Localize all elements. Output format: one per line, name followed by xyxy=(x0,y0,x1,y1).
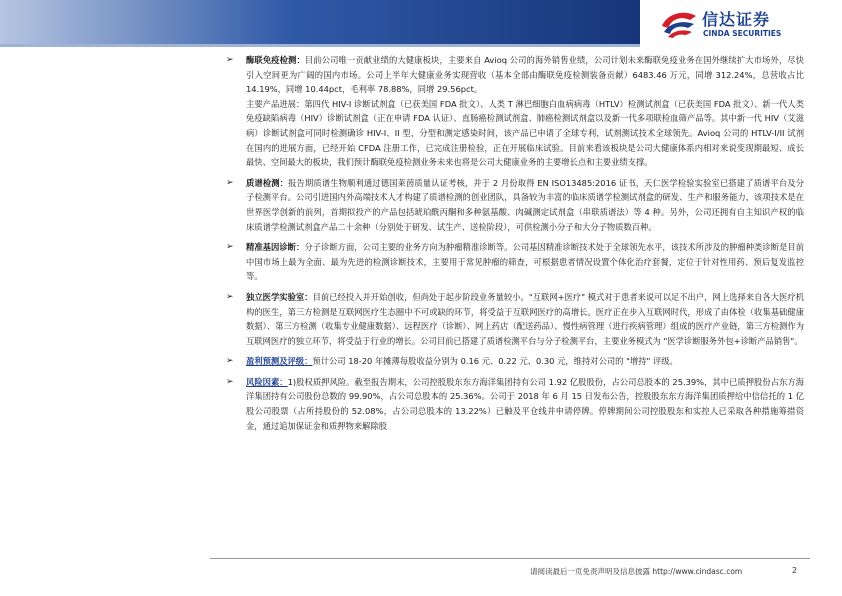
section-paragraph: 主要产品进展：第四代 HIV-I 诊断试剂盒（已获美国 FDA 批文）、人类 T 淋巴细胞白血病病毒（HTLV）检测试剂盒（已获美国 FDA 批文）、新一代人类免疫缺陷病毒（HIV）诊断试剂盒（正在申请 FDA 认证）、直肠癌检测试剂盒、肺癌检测试剂盒以及新一代多项联检血筛产品等。其中新一代 HIV（艾滋病）诊断试剂盒可同时检测确诊 HIV-I、II 型，分型和测定感染时间，该产品已申请了全球专利，试剂测试技术全球领先。Avioq 公司的 HTLV-I/II 试剂在国内的进展方面，已经开始 CFDA 注册工作，已完成注册检验，正在开展临床试验。目前来看该板块是公司大健康体系内相对来说变现期最短、成长最快、空间最大的板块，我们预计酶联免疫检测业务未来也将是公司大健康业务的主要增长点和主要业绩支撑。 xyxy=(246,98,804,168)
section-title: 盈利预测及评级： xyxy=(246,356,313,367)
section-text: 目前已经投入并开始创收，但尚处于起步阶段业务量较小。"互联网+医疗" 模式对于患者来说可以足不出户，网上选择来自各大医疗机构的医生，第三方检测是互联网医疗生态圈中不可或缺的环节，将受益于互联网医疗的高增长。医疗正在步入互联网时代，形成了由体检（收集基础健康数据）、第三方检测（收集专业健康数据）、远程医疗（诊断）、网上药店（配送药品）、慢性病管理（进行疾病管理）组成的医疗产业链，第三方检测作为互联网医疗的独立环节，将受益于行业的增长。公司目前已搭建了质谱检测平台与分子检测平台，主要业务模式为 "医学诊断服务外包+诊断产品销售"。 xyxy=(246,291,804,346)
section-title: 质谱检测： xyxy=(246,177,289,188)
section-text: 目前公司唯一贡献业绩的大健康板块，主要来自 Avioq 公司的海外销售业绩，公司计划未来酶联免疫业务在国外继续扩大市场外，尽快引入空间更为广阔的国内市场。公司上半年大健康业务实现营收（基本全部由酶联免疫检测装备贡献）6483.46 万元，同增 312.24%，总营收占比 14.19%，同增 10.44pct，毛利率 78.88%，同增 29.56pct。 xyxy=(246,55,804,95)
section-risk-factors xyxy=(226,375,804,433)
section-forecast-rating xyxy=(226,354,804,369)
section-title: 独立医学实验室： xyxy=(246,291,313,302)
section-gene-diagnosis xyxy=(226,240,804,284)
page-number: 2 xyxy=(792,566,798,575)
bullet-arrow-icon: ➢ xyxy=(226,55,234,65)
report-body xyxy=(226,53,804,433)
bullet-arrow-icon: ➢ xyxy=(226,177,234,188)
section-text: 报告期质谱生物顺利通过德国莱茵质量认证考核，并于 2 月份取得 EN ISO13485:2016 证书，天仁医学检验实验室已搭建了质谱平台及分子检测平台。公司引进国内外高端技术人才构建了质谱检测的创业团队，具备较为丰富的临床质谱学检测试剂盒的研发、生产和服务能力，该项技术是在世界医学创新的前列，首期拟投产的产品包括琥珀酰丙酮和多种氨基酸、肉碱测定试剂盒（串联质谱法）等 4 种。另外，公司还拥有自主知识产权的临床质谱学检测试剂盒产品二十余种（分别处于研发、试生产、送检阶段），可供检测小分子和大分子物质数百种。 xyxy=(246,177,804,232)
section-paragraph xyxy=(246,375,804,433)
footer-disclaimer: 请阅读最后一页免责声明及信息披露 http://www.cindasc.com xyxy=(530,567,743,576)
section-independent-lab xyxy=(226,290,804,348)
bullet-arrow-icon: ➢ xyxy=(226,356,234,367)
section-elisa xyxy=(226,53,804,170)
section-paragraph xyxy=(246,240,804,284)
logo-english-text: CINDA SECURITIES xyxy=(703,29,782,38)
section-title: 风险因素： xyxy=(246,376,288,387)
header-banner xyxy=(0,0,640,46)
section-paragraph xyxy=(246,290,804,348)
section-text: 预计公司 18-20 年摊薄每股收益分别为 0.16 元、0.22 元、0.30 元，维持对公司的 "增持" 评级。 xyxy=(312,356,678,367)
header-accent-line xyxy=(0,44,640,47)
section-paragraph xyxy=(246,176,804,234)
cinda-logo xyxy=(660,6,810,46)
section-text: 1)股权质押风险。截至报告期末，公司控股股东东方海洋集团持有公司 1.92 亿股股份，占公司总股本的 25.39%，其中已质押股份占东方海洋集团持有公司股份总数的 99.90%，占公司总股本的 25.36%。公司于 2018 年 6 月 15 日发布公告，控股股东东方海洋集团质押给中信信托的 1 亿股公司股票（占所持股份的 52.08%，占公司总股本的 13.22%）已触及平仓线并申请停牌。停牌期间公司控股股东和实控人已采取各种措施筹措资金，通过追加保证金和质押物来解除股 xyxy=(246,376,804,431)
bullet-arrow-icon: ➢ xyxy=(226,376,234,387)
logo-chinese-text: 信达证券 xyxy=(702,10,771,29)
footer-divider xyxy=(210,558,810,559)
section-mass-spec xyxy=(226,176,804,234)
section-text: 分子诊断方面，公司主要的业务方向为肿瘤精准诊断等。公司基因精准诊断技术处于全球领先水平，该技术所涉及的肿瘤种类诊断是目前中国市场上最为全面、最为先进的检测诊断技术，主要用于常见肿瘤的筛查，可根据患者情况设置个体化治疗套餐，定位于针对性用药、预后复发监控等。 xyxy=(246,242,804,282)
section-title: 精准基因诊断： xyxy=(246,242,305,253)
section-paragraph xyxy=(246,354,804,369)
section-title: 酶联免疫检测： xyxy=(246,55,305,65)
cinda-logo-icon xyxy=(660,8,698,40)
bullet-arrow-icon: ➢ xyxy=(226,242,234,253)
bullet-arrow-icon: ➢ xyxy=(226,291,234,302)
section-paragraph xyxy=(246,53,804,97)
